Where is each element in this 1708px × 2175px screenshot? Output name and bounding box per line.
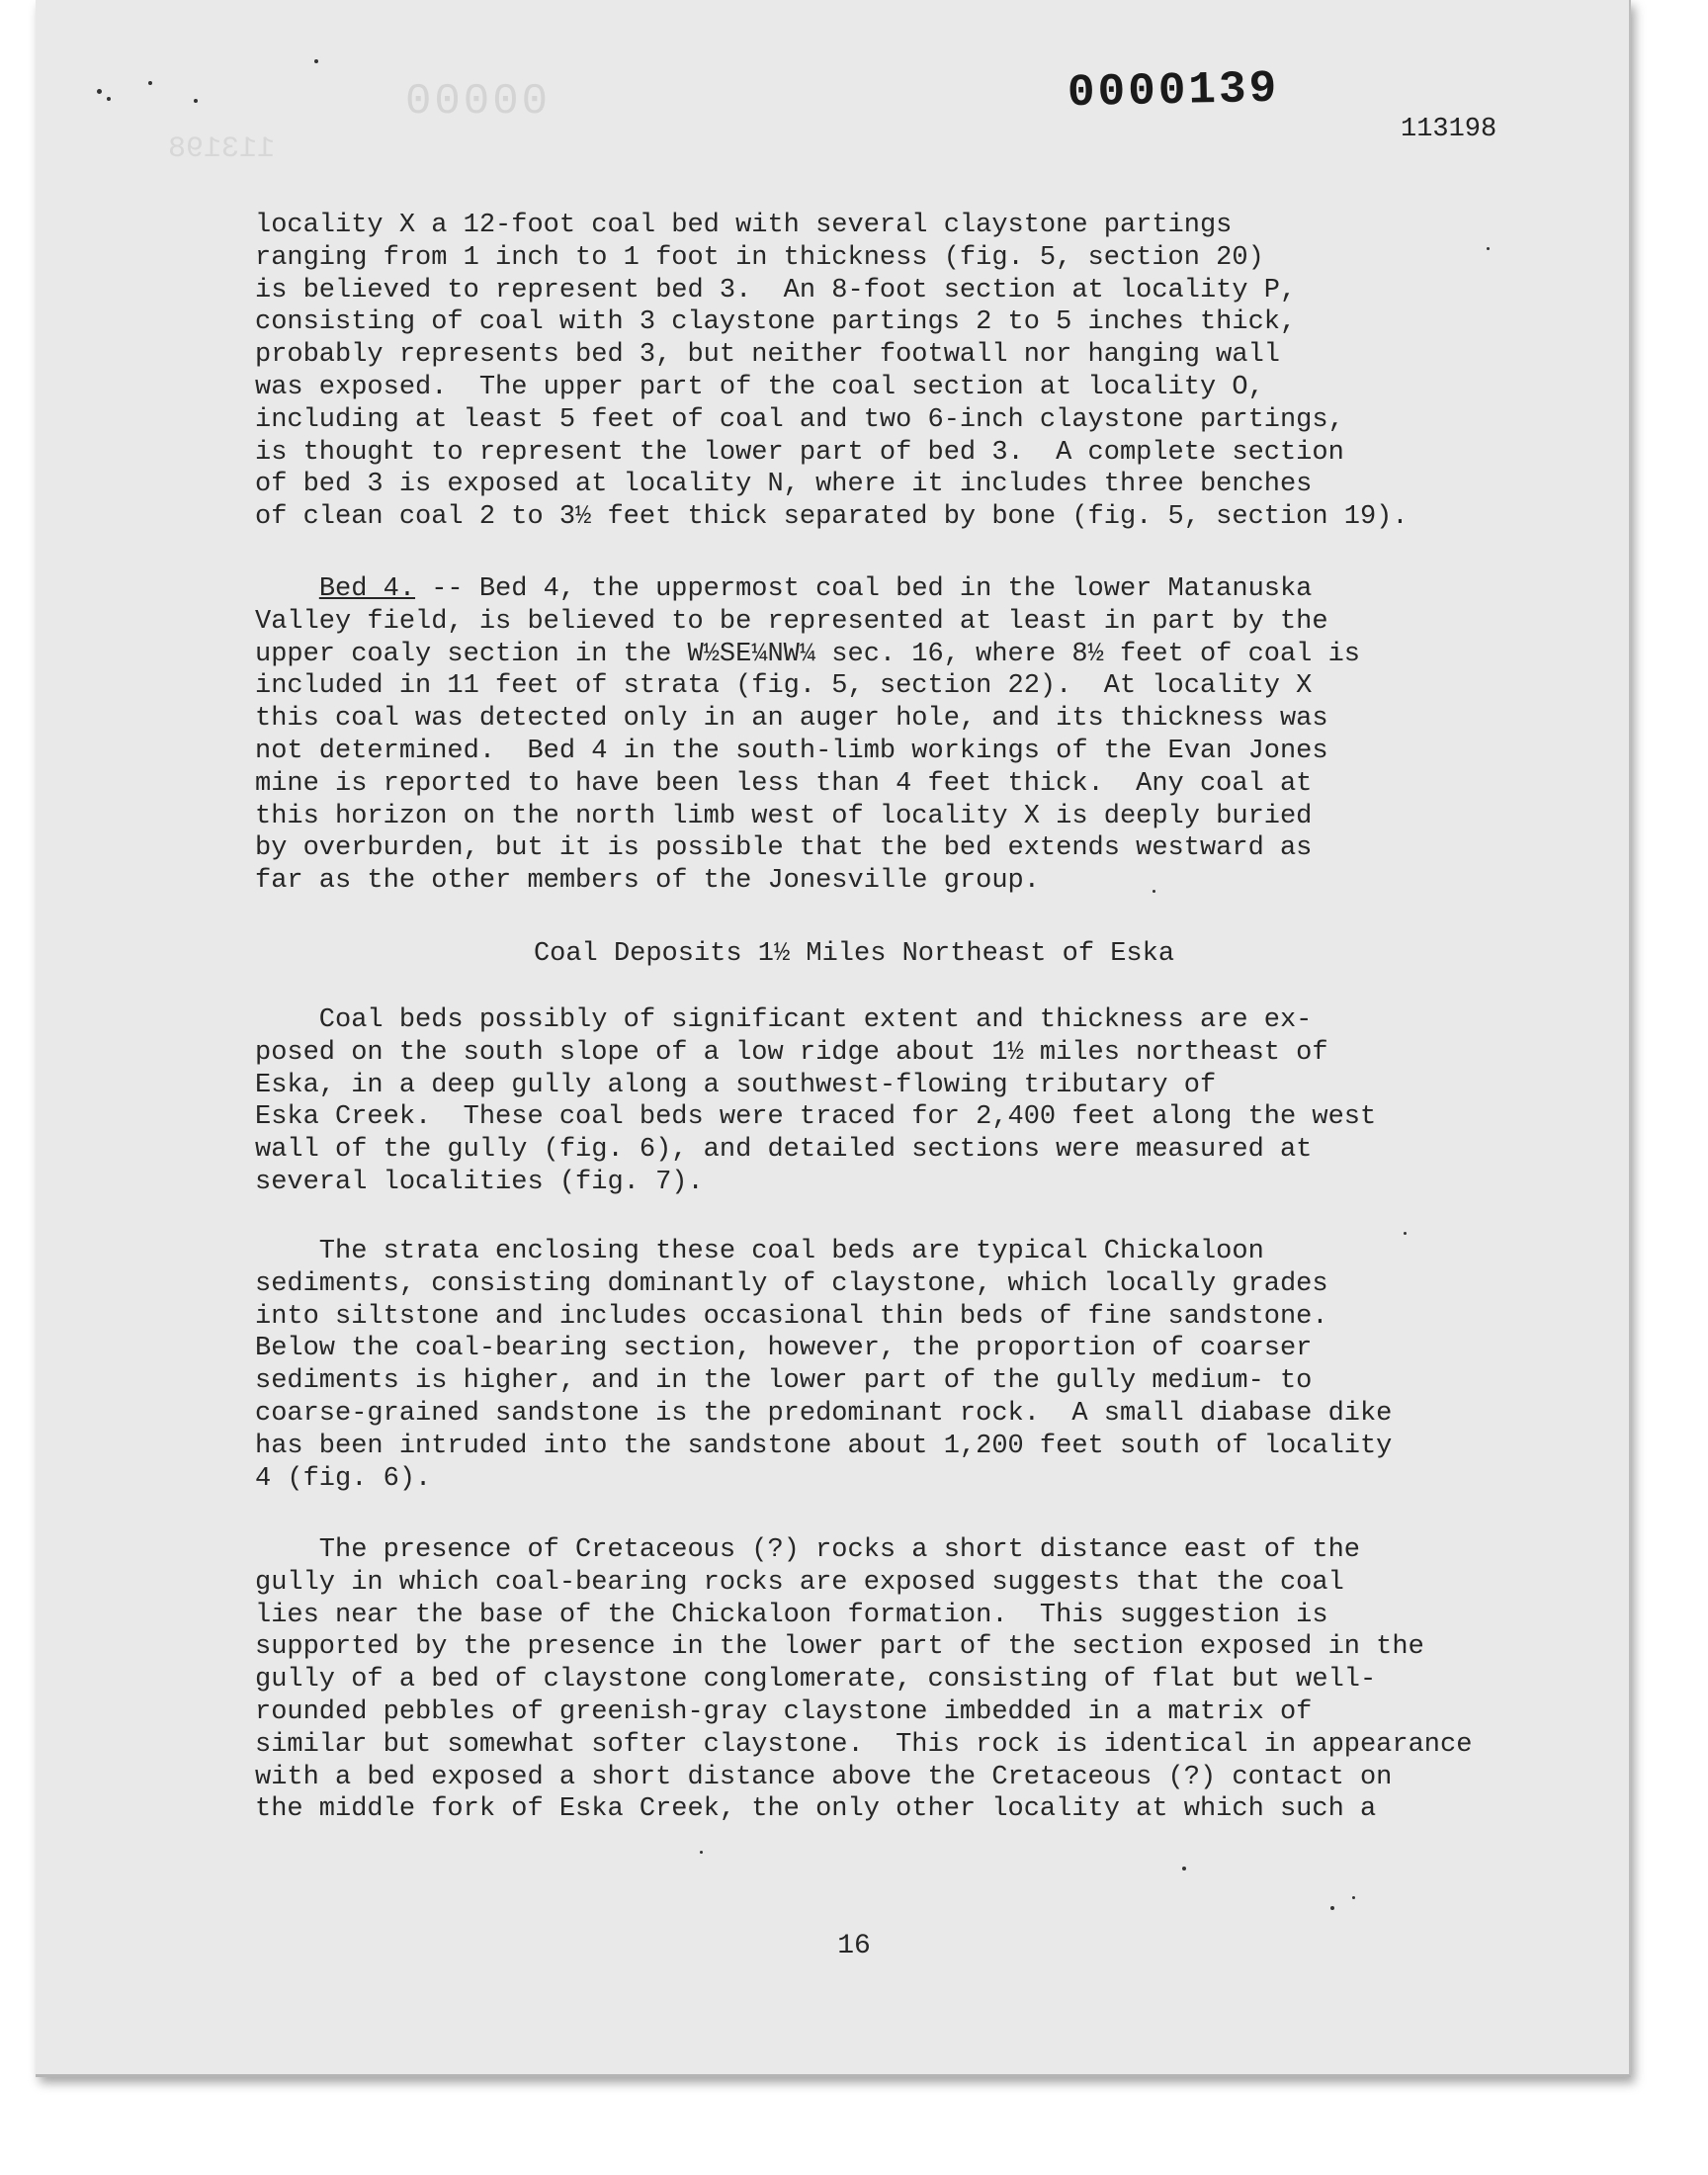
text-line: Valley field, is believed to be represented at least in part by the	[255, 606, 1328, 637]
text-line: mine is reported to have been less than 4 feet thick. Any coal at	[255, 768, 1313, 799]
text-line: Below the coal-bearing section, however, the proportion of coarser	[255, 1334, 1313, 1364]
text-line: included in 11 feet of strata (fig. 5, section 22). At locality X	[255, 671, 1313, 702]
text-line: lies near the base of the Chickaloon formation. This suggestion is	[255, 1600, 1328, 1630]
text-line: is believed to represent bed 3. An 8-foot section at locality P,	[255, 275, 1297, 305]
text-line: locality X a 12-foot coal bed with several claystone partings	[255, 211, 1233, 240]
scan-speck	[1404, 1232, 1407, 1235]
text-line: gully in which coal-bearing rocks are exposed suggests that the coal	[255, 1567, 1344, 1598]
text-line: The strata enclosing these coal beds are typical Chickaloon	[255, 1237, 1264, 1266]
text-line: with a bed exposed a short distance above the Cretaceous (?) contact on	[255, 1762, 1393, 1792]
text-line: ranging from 1 inch to 1 foot in thickness (fig. 5, section 20)	[255, 242, 1264, 273]
paragraph-cretaceous	[255, 1534, 1510, 1826]
text-line: sediments is higher, and in the lower part of the gully medium- to	[255, 1366, 1313, 1397]
scan-speck	[1352, 1896, 1355, 1899]
paragraph-coal-beds	[255, 1004, 1510, 1199]
text-line: of bed 3 is exposed at locality N, where it includes three benches	[255, 470, 1313, 500]
section-heading: Coal Deposits 1½ Miles Northeast of Eska	[533, 939, 1175, 969]
scan-speck	[1182, 1867, 1186, 1870]
text-line: into siltstone and includes occasional thin beds of fine sandstone.	[255, 1301, 1328, 1332]
paragraph-bed4	[255, 573, 1510, 898]
text-line: of clean coal 2 to 3½ feet thick separated by bone (fig. 5, section 19).	[255, 502, 1409, 533]
scan-speck	[314, 59, 318, 63]
text-line: gully of a bed of claystone conglomerate, consisting of flat but well-	[255, 1665, 1377, 1696]
document-number: 113198	[1401, 115, 1497, 144]
scan-speck	[700, 1851, 703, 1854]
text-line: the middle fork of Eska Creek, the only other locality at which such a	[255, 1794, 1377, 1825]
text-line: Eska Creek. These coal beds were traced for 2,400 feet along the west	[255, 1102, 1377, 1133]
scan-speck	[1487, 247, 1490, 250]
scan-speck	[148, 81, 152, 85]
text-line: The presence of Cretaceous (?) rocks a short distance east of the	[255, 1535, 1360, 1565]
text-line: sediments, consisting dominantly of claystone, which locally grades	[255, 1268, 1328, 1299]
text-line: wall of the gully (fig. 6), and detailed sections were measured at	[255, 1135, 1313, 1166]
paragraph-strata	[255, 1236, 1510, 1495]
text-line: is thought to represent the lower part of bed 3. A complete section	[255, 437, 1344, 468]
text-line: by overburden, but it is possible that the bed extends westward as	[255, 833, 1313, 864]
bleed-through-stamp: 00000	[405, 77, 552, 127]
scan-speck	[107, 97, 111, 101]
text-line: this horizon on the north limb west of locality X is deeply buried	[255, 801, 1313, 831]
text-line	[255, 573, 1510, 606]
text-line: upper coaly section in the W½SE¼NW¼ sec. 16, where 8½ feet of coal is	[255, 639, 1360, 669]
bed4-label: Bed 4.	[318, 574, 416, 604]
page-number: 16	[837, 1931, 871, 1961]
page-stamp-number: 0000139	[1067, 62, 1280, 120]
paragraph-bed3	[255, 210, 1510, 534]
scan-speck	[1153, 890, 1155, 893]
text-line: not determined. Bed 4 in the south-limb workings of the Evan Jones	[255, 736, 1328, 766]
text-line: has been intruded into the sandstone about 1,200 feet south of locality	[255, 1431, 1393, 1461]
text-line: 4 (fig. 6).	[255, 1463, 432, 1494]
text-line: probably represents bed 3, but neither footwall nor hanging wall	[255, 340, 1280, 371]
scan-speck	[1330, 1906, 1334, 1910]
text-line: rounded pebbles of greenish-gray claystone imbedded in a matrix of	[255, 1696, 1313, 1727]
bed4-line-rest: -- Bed 4, the uppermost coal bed in the lower Matanuska	[415, 574, 1313, 604]
text-line: supported by the presence in the lower part of the section exposed in the	[255, 1632, 1424, 1663]
text-line: consisting of coal with 3 claystone partings 2 to 5 inches thick,	[255, 307, 1297, 338]
bleed-through-number: 113198	[168, 132, 276, 166]
text-line: similar but somewhat softer claystone. This rock is identical in appearance	[255, 1729, 1473, 1760]
text-line: this coal was detected only in an auger hole, and its thickness was	[255, 704, 1328, 735]
text-line: Coal beds possibly of significant extent and thickness are ex-	[255, 1005, 1313, 1035]
text-line: was exposed. The upper part of the coal section at locality O,	[255, 372, 1264, 402]
text-line: including at least 5 feet of coal and two 6-inch claystone partings,	[255, 404, 1344, 435]
text-line: posed on the south slope of a low ridge about 1½ miles northeast of	[255, 1037, 1328, 1068]
text-line: coarse-grained sandstone is the predominant rock. A small diabase dike	[255, 1398, 1393, 1429]
text-line: several localities (fig. 7).	[255, 1167, 704, 1197]
scan-speck	[194, 99, 198, 103]
scan-speck	[97, 89, 102, 94]
text-line: Eska, in a deep gully along a southwest-flowing tributary of	[255, 1070, 1217, 1100]
text-line: far as the other members of the Jonesville group.	[255, 866, 1040, 897]
